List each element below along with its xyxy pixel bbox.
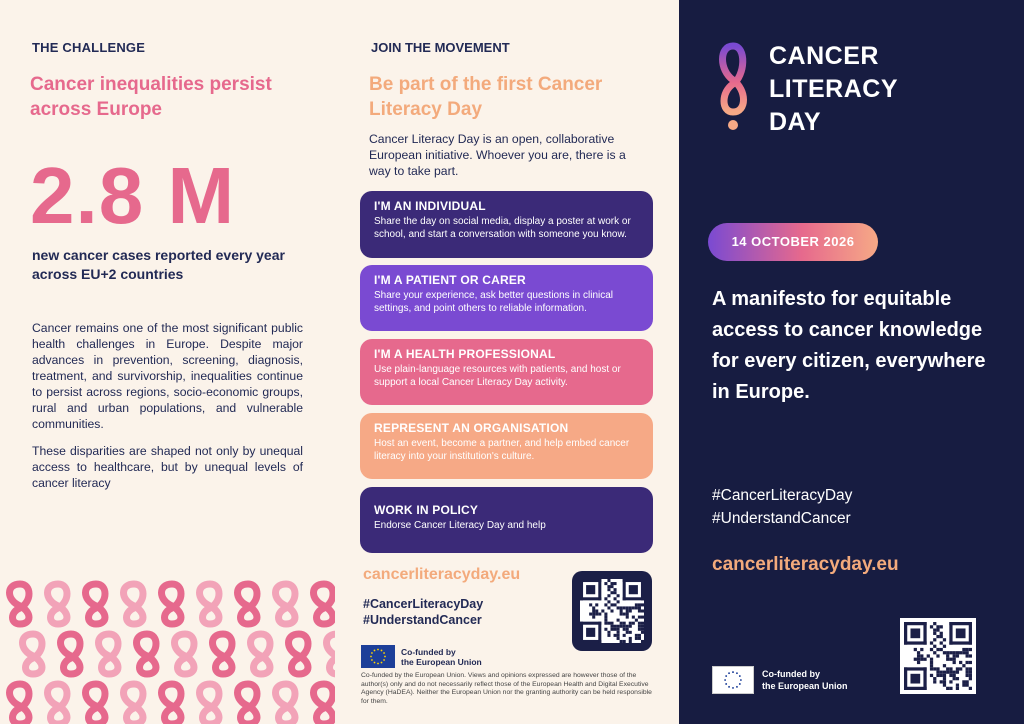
cover-qr-code[interactable] — [900, 618, 976, 694]
hashtag-understand-cancer: #UnderstandCancer — [363, 613, 482, 627]
ribbon-shape — [200, 684, 220, 724]
ribbon-shape — [124, 584, 144, 624]
card-body: Share your experience, ask better questions in clinical settings, and point others to reliable information. — [374, 290, 614, 314]
cover-panel — [679, 0, 1024, 724]
statistic-value: 2.8 M — [30, 151, 236, 240]
eu-disclaimer: Co-funded by the European Union. Views and opinions expressed are however those of the author(s) only and do not necessarily reflect those of the European Health and Digital Executive Agency (HaDEA). Neither the European Union nor the granting authority can be held responsible for them. — [361, 672, 652, 705]
ribbon-shape — [175, 634, 195, 674]
movement-heading: JOIN THE MOVEMENT — [371, 40, 510, 55]
statistic-caption: new cancer cases reported every year across EU+2 countries — [32, 247, 285, 282]
ribbon-shape — [238, 584, 258, 624]
ribbon-shape — [48, 684, 68, 724]
ribbon-shape — [238, 684, 258, 724]
manifesto-statement: A manifesto for equitable access to cancer knowledge for every citizen, everywhere in Europe. — [712, 288, 986, 403]
eu-cofunded-badge — [361, 645, 482, 668]
eu-text-line1: Co-funded by — [762, 669, 820, 679]
eu-flag-icon — [712, 666, 754, 694]
card-individual — [360, 191, 653, 258]
ribbon-shape — [276, 584, 296, 624]
challenge-subtitle: Cancer inequalities persist across Europe — [30, 74, 272, 120]
qr-code-icon — [580, 579, 644, 643]
hashtag-understand-cancer: #UnderstandCancer — [712, 510, 851, 527]
ribbon-shape — [213, 634, 233, 674]
card-body: Endorse Cancer Literacy Day and help — [374, 520, 546, 531]
event-date-badge: 14 OCTOBER 2026 — [708, 223, 878, 261]
eu-flag-icon — [361, 645, 395, 668]
brand-title — [769, 40, 898, 139]
challenge-panel — [0, 0, 335, 724]
ribbon-logo-icon — [715, 40, 751, 132]
ribbon-shape — [162, 584, 182, 624]
movement-subtitle: Be part of the first Cancer Literacy Day — [369, 74, 603, 120]
ribbon-shape — [314, 684, 334, 724]
ribbon-shape — [23, 634, 43, 674]
ribbon-shape — [10, 584, 30, 624]
card-title: I'M AN INDIVIDUAL — [374, 199, 486, 213]
ribbon-pattern-decoration — [0, 578, 335, 724]
ribbon-shape — [137, 634, 157, 674]
ribbon-shape — [162, 684, 182, 724]
ribbon-shape — [61, 634, 81, 674]
qr-code[interactable] — [572, 571, 652, 651]
hashtag-cancer-literacy-day: #CancerLiteracyDay — [712, 487, 853, 504]
card-body: Host an event, become a partner, and help embed cancer literacy into your institution's culture. — [374, 438, 630, 462]
ribbon-shape — [200, 584, 220, 624]
card-body: Share the day on social media, display a poster at work or school, and start a conversation with someone you know. — [374, 216, 631, 240]
movement-intro: Cancer Literacy Day is an open, collaborative European initiative. Whoever you are, there is a way to take part. — [369, 132, 626, 178]
eu-text-line2: the European Union — [401, 656, 482, 667]
ribbon-shape — [327, 634, 336, 674]
ribbon-shape — [48, 584, 68, 624]
cover-website-link[interactable]: cancerliteracyday.eu — [712, 554, 899, 575]
brand-line-2: LITERACY — [769, 75, 898, 103]
cover-hashtags — [712, 484, 852, 530]
ribbon-shape — [251, 634, 271, 674]
brand-line-1: CANCER — [769, 42, 879, 70]
ribbon-shape — [276, 684, 296, 724]
ribbon-shape — [124, 684, 144, 724]
card-title: I'M A HEALTH PROFESSIONAL — [374, 347, 556, 361]
eu-cofunded-badge — [712, 666, 848, 694]
eu-text-line1: Co-funded by — [401, 646, 456, 657]
card-patient-carer — [360, 265, 653, 331]
ribbon-shape — [314, 584, 334, 624]
card-policy — [360, 487, 653, 553]
card-organisation — [360, 413, 653, 479]
card-health-professional — [360, 339, 653, 405]
movement-panel — [335, 0, 679, 724]
ribbon-shape — [86, 684, 106, 724]
eu-text-line2: the European Union — [762, 681, 848, 691]
card-title: I'M A PATIENT OR CARER — [374, 273, 526, 287]
qr-code-icon — [904, 622, 972, 690]
brand-line-3: DAY — [769, 108, 821, 136]
card-body: Use plain-language resources with patients, and host or support a local Cancer Literacy Day activity. — [374, 364, 621, 388]
challenge-heading: THE CHALLENGE — [32, 40, 146, 55]
card-title: WORK IN POLICY — [374, 503, 479, 517]
hashtags — [363, 596, 483, 628]
card-title: REPRESENT AN ORGANISATION — [374, 421, 569, 435]
ribbon-shape — [86, 584, 106, 624]
hashtag-cancer-literacy-day: #CancerLiteracyDay — [363, 597, 484, 611]
ribbon-shape — [99, 634, 119, 674]
challenge-body-paragraph-2: These disparities are shaped not only by unequal access to healthcare, but by unequal levels of cancer literacy — [32, 444, 303, 490]
challenge-body-paragraph: Cancer remains one of the most significant public health challenges in Europe. Despite major advances in prevention, screening, diagnosis, treatment, and survivorship, inequalities continue to persist across regions, socio-economic groups, rural and urban populations, and vulnerable communities. — [32, 321, 303, 431]
ribbon-shape — [289, 634, 309, 674]
website-link[interactable]: cancerliteracyday.eu — [363, 566, 521, 583]
ribbon-shape — [10, 684, 30, 724]
